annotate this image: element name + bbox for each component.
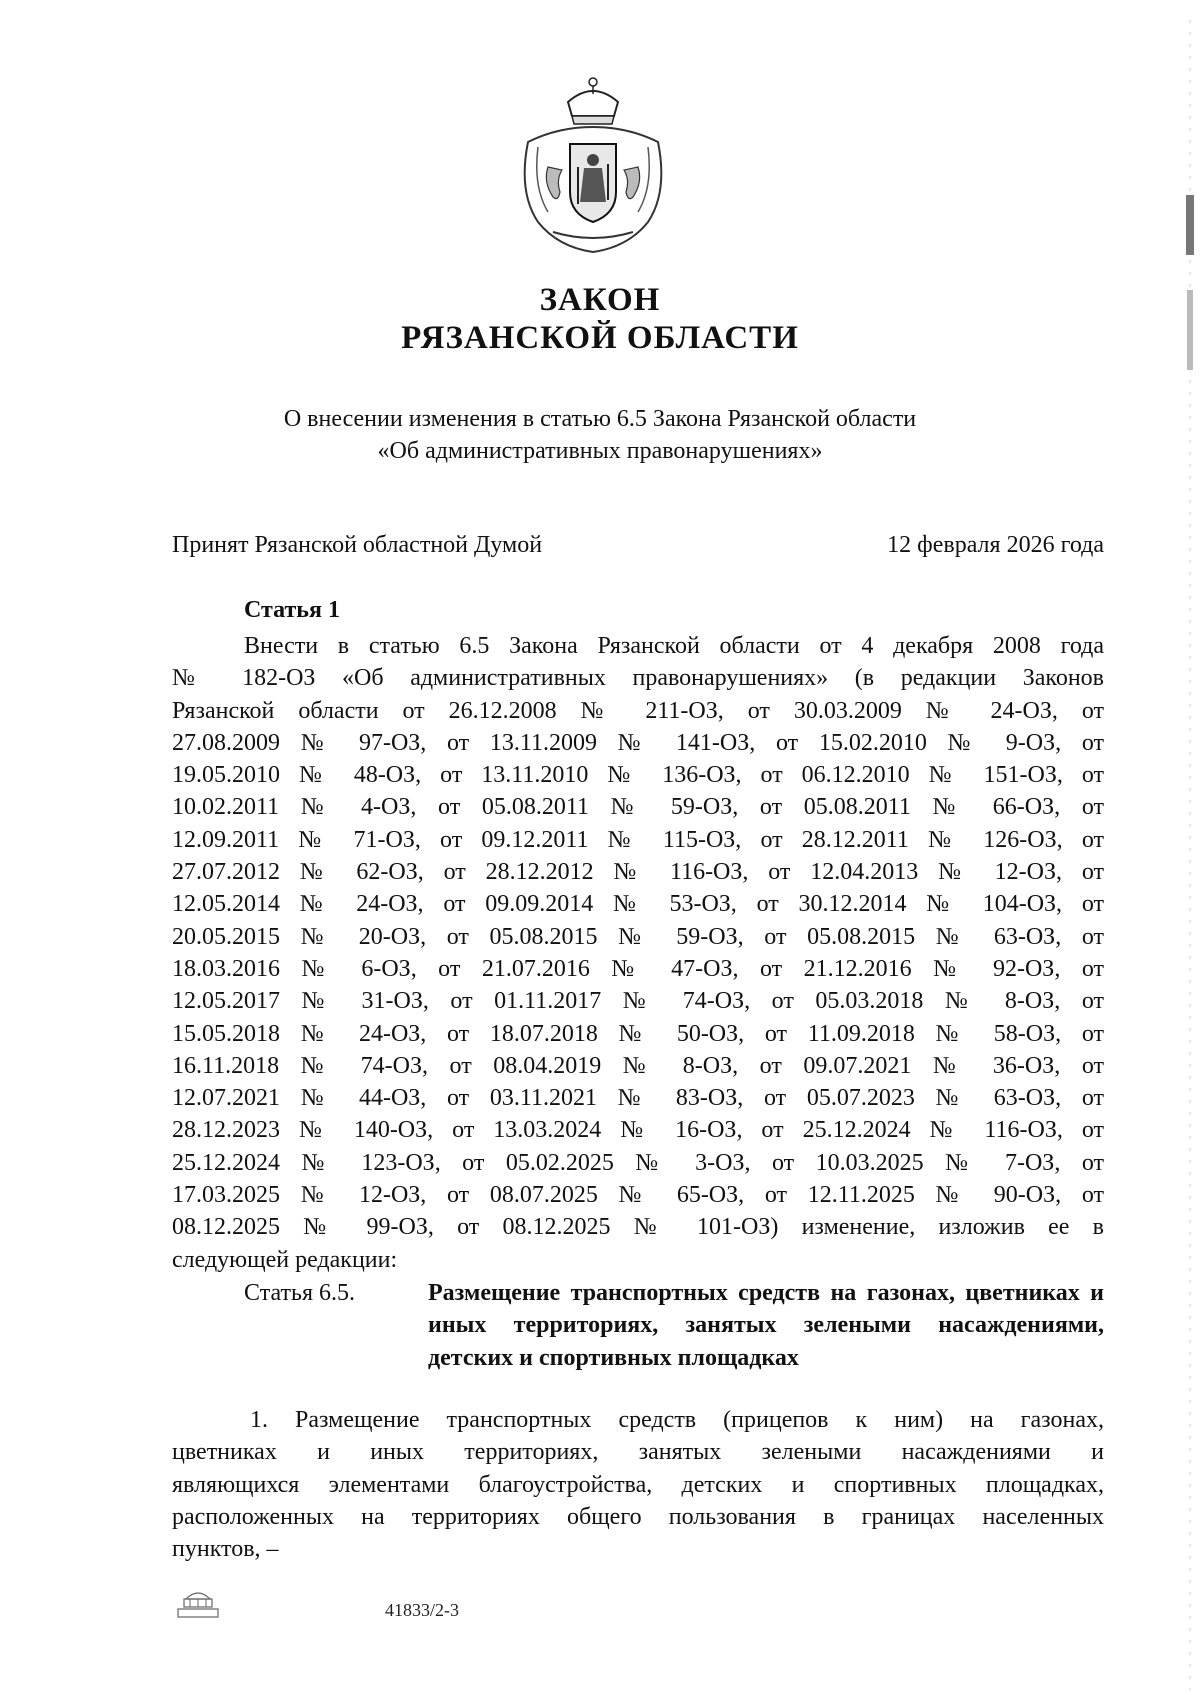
text-line: 12.07.2021 № 44-ОЗ, от 03.11.2021 № 83-ОЗ, от 05.07.2023 № 63-ОЗ, от [172,1085,1104,1112]
law-title: ЗАКОН [539,282,661,318]
text-line: 17.03.2025 № 12-ОЗ, от 08.07.2025 № 65-ОЗ, от 12.11.2025 № 90-ОЗ, от [172,1182,1104,1209]
text-line: 25.12.2024 № 123-ОЗ, от 05.02.2025 № 3-ОЗ, от 10.03.2025 № 7-ОЗ, от [172,1149,1104,1176]
text-line: 12.05.2014 № 24-ОЗ, от 09.09.2014 № 53-ОЗ, от 30.12.2014 № 104-ОЗ, от [172,891,1104,918]
text-line: 19.05.2010 № 48-ОЗ, от 13.11.2010 № 136-ОЗ, от 06.12.2010 № 151-ОЗ, от [172,762,1104,789]
text-line: следующей редакции: [172,1246,398,1273]
law-subtitle [0,403,1200,467]
text-line: 15.05.2018 № 24-ОЗ, от 18.07.2018 № 50-ОЗ, от 11.09.2018 № 58-ОЗ, от [172,1020,1104,1047]
point-1-text [172,1404,1104,1565]
text-line: 1. Размещение транспортных средств (прицепов к ним) на газонах, [250,1407,1104,1433]
text-line: цветниках и иных территориях, занятых зелеными насаждениями и [172,1439,1104,1466]
document-code: 41833/2-3 [385,1600,459,1620]
scan-margin-marks [1184,0,1196,1695]
text-line: 18.03.2016 № 6-ОЗ, от 21.07.2016 № 47-ОЗ, от 21.12.2016 № 92-ОЗ, от [172,955,1104,982]
adoption-body: Принят Рязанской областной Думой [172,532,543,558]
coat-of-arms-icon [498,72,688,262]
text-line: 10.02.2011 № 4-ОЗ, от 05.08.2011 № 59-ОЗ, от 05.08.2011 № 66-ОЗ, от [172,794,1104,821]
text-line: 08.12.2025 № 99-ОЗ, от 08.12.2025 № 101-ОЗ) изменение, изложив ее в [172,1214,1104,1241]
text-line: 28.12.2023 № 140-ОЗ, от 13.03.2024 № 16-ОЗ, от 25.12.2024 № 116-ОЗ, от [172,1117,1104,1144]
text-line: Рязанской области от 26.12.2008 № 211-ОЗ, от 30.03.2009 № 24-ОЗ, от [172,697,1104,724]
adoption-row [172,532,1104,559]
text-line: 16.11.2018 № 74-ОЗ, от 08.04.2019 № 8-ОЗ, от 09.07.2021 № 36-ОЗ, от [172,1052,1104,1079]
subtitle-line-1: О внесении изменения в статью 6.5 Закона Рязанской области [283,406,917,432]
text-line: 20.05.2015 № 20-ОЗ, от 05.08.2015 № 59-ОЗ, от 05.08.2015 № 63-ОЗ, от [172,923,1104,950]
text-line: пунктов, – [172,1536,279,1563]
text-line: расположенных на территориях общего пользования в границах населенных [172,1503,1104,1530]
text-line: 12.09.2011 № 71-ОЗ, от 09.12.2011 № 115-ОЗ, от 28.12.2011 № 126-ОЗ, от [172,826,1104,853]
text-line: 27.08.2009 № 97-ОЗ, от 13.11.2009 № 141-ОЗ, от 15.02.2010 № 9-ОЗ, от [172,729,1104,756]
text-line: Внести в статью 6.5 Закона Рязанской области от 4 декабря 2008 года [244,633,1104,659]
subtitle-line-2: «Об административных правонарушениях» [377,438,823,464]
printing-house-logo-icon [172,1585,224,1619]
adoption-date: 12 февраля 2026 года [887,532,1104,558]
article-6-5-heading [244,1277,1104,1374]
text-line: 12.05.2017 № 31-ОЗ, от 01.11.2017 № 74-ОЗ, от 05.03.2018 № 8-ОЗ, от [172,988,1104,1015]
article-1-text [172,630,1104,1276]
article-1-heading: Статья 1 [244,597,340,623]
article-6-5-label: Статья 6.5. [244,1280,355,1306]
law-region: РЯЗАНСКОЙ ОБЛАСТИ [401,320,799,356]
text-line: № 182-ОЗ «Об административных правонарушениях» (в редакции Законов [172,665,1104,692]
article-6-5-name: Размещение транспортных средств на газонах, цветниках и иных территориях, занятых зелеными насаждениями, детских и спортивных площадках [428,1280,1104,1371]
text-line: являющихся элементами благоустройства, детских и спортивных площадках, [172,1471,1104,1498]
text-line: 27.07.2012 № 62-ОЗ, от 28.12.2012 № 116-ОЗ, от 12.04.2013 № 12-ОЗ, от [172,859,1104,886]
